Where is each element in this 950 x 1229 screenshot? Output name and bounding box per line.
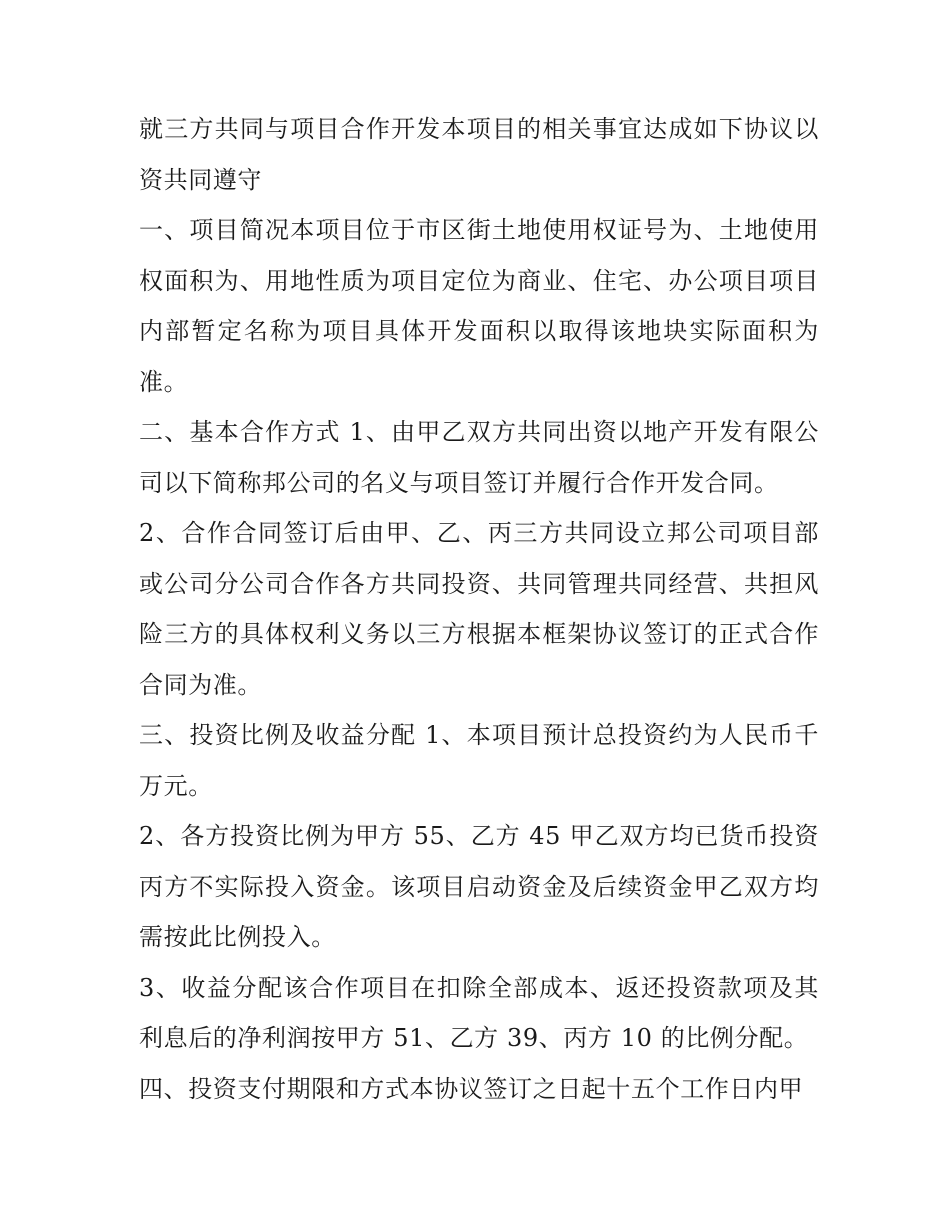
paragraph-section-2: 二、基本合作方式 1、由甲乙双方共同出资以地产开发有限公司以下简称邦公司的名义与项目签订并履行合作开发合同。 [139, 418, 819, 497]
paragraph-section-2-item-2: 2、合作合同签订后由甲、乙、丙三方共同设立邦公司项目部或公司分公司合作各方共同投资、共同管理共同经营、共担风险三方的具体权利义务以三方根据本框架协议签订的正式合作合同为准。 [139, 519, 819, 699]
paragraph-section-4: 四、投资支付期限和方式本协议签订之日起十五个工作日内甲 [139, 1074, 804, 1103]
paragraph-section-3: 三、投资比例及收益分配 1、本项目预计总投资约为人民币千万元。 [139, 721, 819, 800]
paragraph-intro: 就三方共同与项目合作开发本项目的相关事宜达成如下协议以资共同遵守 [139, 115, 819, 194]
paragraph-section-1: 一、项目简况本项目位于市区街土地使用权证号为、土地使用权面积为、用地性质为项目定位为商业、住宅、办公项目项目内部暂定名称为项目具体开发面积以取得该地块实际面积为准。 [139, 216, 819, 396]
document-body [139, 104, 819, 1114]
paragraph-section-3-item-3: 3、收益分配该合作项目在扣除全部成本、返还投资款项及其利息后的净利润按甲方 51、乙方 39、丙方 10 的比例分配。 [139, 973, 819, 1052]
paragraph-section-3-item-2: 2、各方投资比例为甲方 55、乙方 45 甲乙双方均已货币投资丙方不实际投入资金。该项目启动资金及后续资金甲乙双方均需按此比例投入。 [139, 822, 819, 951]
